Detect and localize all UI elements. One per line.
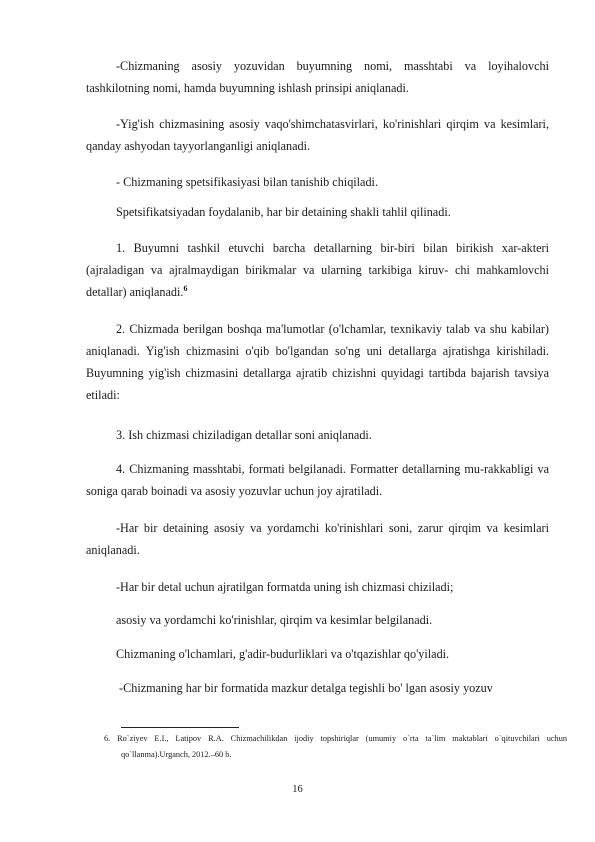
page-number: 16 <box>292 784 303 795</box>
paragraph-step-1 <box>86 237 549 303</box>
paragraph-step-2: 2. Chizmada berilgan boshqa ma'lumotlar (o'lchamlar, texnikaviy talab va shu kabilar) aniqlanadi. Yig'ish chizmasini o'qib bo'lgandan so'ng uni detallarga ajratishga kirishiladi. Buyumning yig'ish chizmasini detallarga ajratib chizishni quyidagi tartibda bajarish tavsiya etiladi: <box>86 322 549 402</box>
footnote: 6. Ro`ziyev E.I., Latipov R.A. Chizmachilikdan ijodiy topshiriqlar (umumiy o`rta ta`lim maktablari o`qituvchilari uchun qo`llanma).Urganch, 2012.–60 b. <box>104 734 567 759</box>
footnote-separator <box>121 727 239 728</box>
paragraph-views-sections: asosiy va yordamchi ko'rinishlar, qirqim va kesimlar belgilanadi. <box>116 613 433 627</box>
paragraph-specification-analysis: Spetsifikatsiyadan foydalanib, har bir detaining shakli tahlil qilinadi. <box>116 205 451 219</box>
paragraph-detail-views: -Har bir detaining asosiy va yordamchi ko'rinishlari soni, zarur qirqim va kesimlari aniqlanadi. <box>86 521 549 557</box>
paragraph-step-4: 4. Chizmaning masshtabi, formati belgilanadi. Formatter detallarning mu-rakkabligi va soniga qarab boinadi va asosiy yozuvlar uchun joy ajratiladi. <box>86 462 549 498</box>
paragraph-specification-intro: - Chizmaning spetsifikasiyasi bilan tanishib chiqiladi. <box>116 175 378 189</box>
paragraph-assembly-views: -Yig'ish chizmasining asosiy vaqo'shimchatasvirlari, ko'rinishlari qirqim va kesimlari, qanday ashyodan tayyorlanganligi aniqlanadi. <box>86 117 549 153</box>
paragraph-title-block-format: -Chizmaning har bir formatida mazkur detalga tegishli bo' lgan asosiy yozuv <box>116 681 493 695</box>
paragraph-step-3: 3. Ish chizmasi chiziladigan detallar soni aniqlanadi. <box>116 428 372 442</box>
footnote-reference[interactable]: 6 <box>183 283 188 293</box>
paragraph-title-block-info: -Chizmaning asosiy yozuvidan buyumning nomi, masshtabi va loyihalovchi tashkilotning nomi, hamda buyumning ishlash prinsipi aniqlanadi. <box>86 59 549 95</box>
paragraph-dimensions: Chizmaning o'lchamlari, g'adir-budurliklari va o'tqazishlar qo'yiladi. <box>116 647 450 661</box>
paragraph-step-1-text: 1. Buyumni tashkil etuvchi barcha detallarning bir-biri bilan birikish xar-akteri (ajraladigan va ajralmaydigan birikmalar va ularning tarkibiga kiruv- chi mahkamlovchi detallar) aniqlanadi. <box>86 241 549 299</box>
paragraph-working-drawing: -Har bir detal uchun ajratilgan formatda uning ish chizmasi chiziladi; <box>116 580 454 594</box>
